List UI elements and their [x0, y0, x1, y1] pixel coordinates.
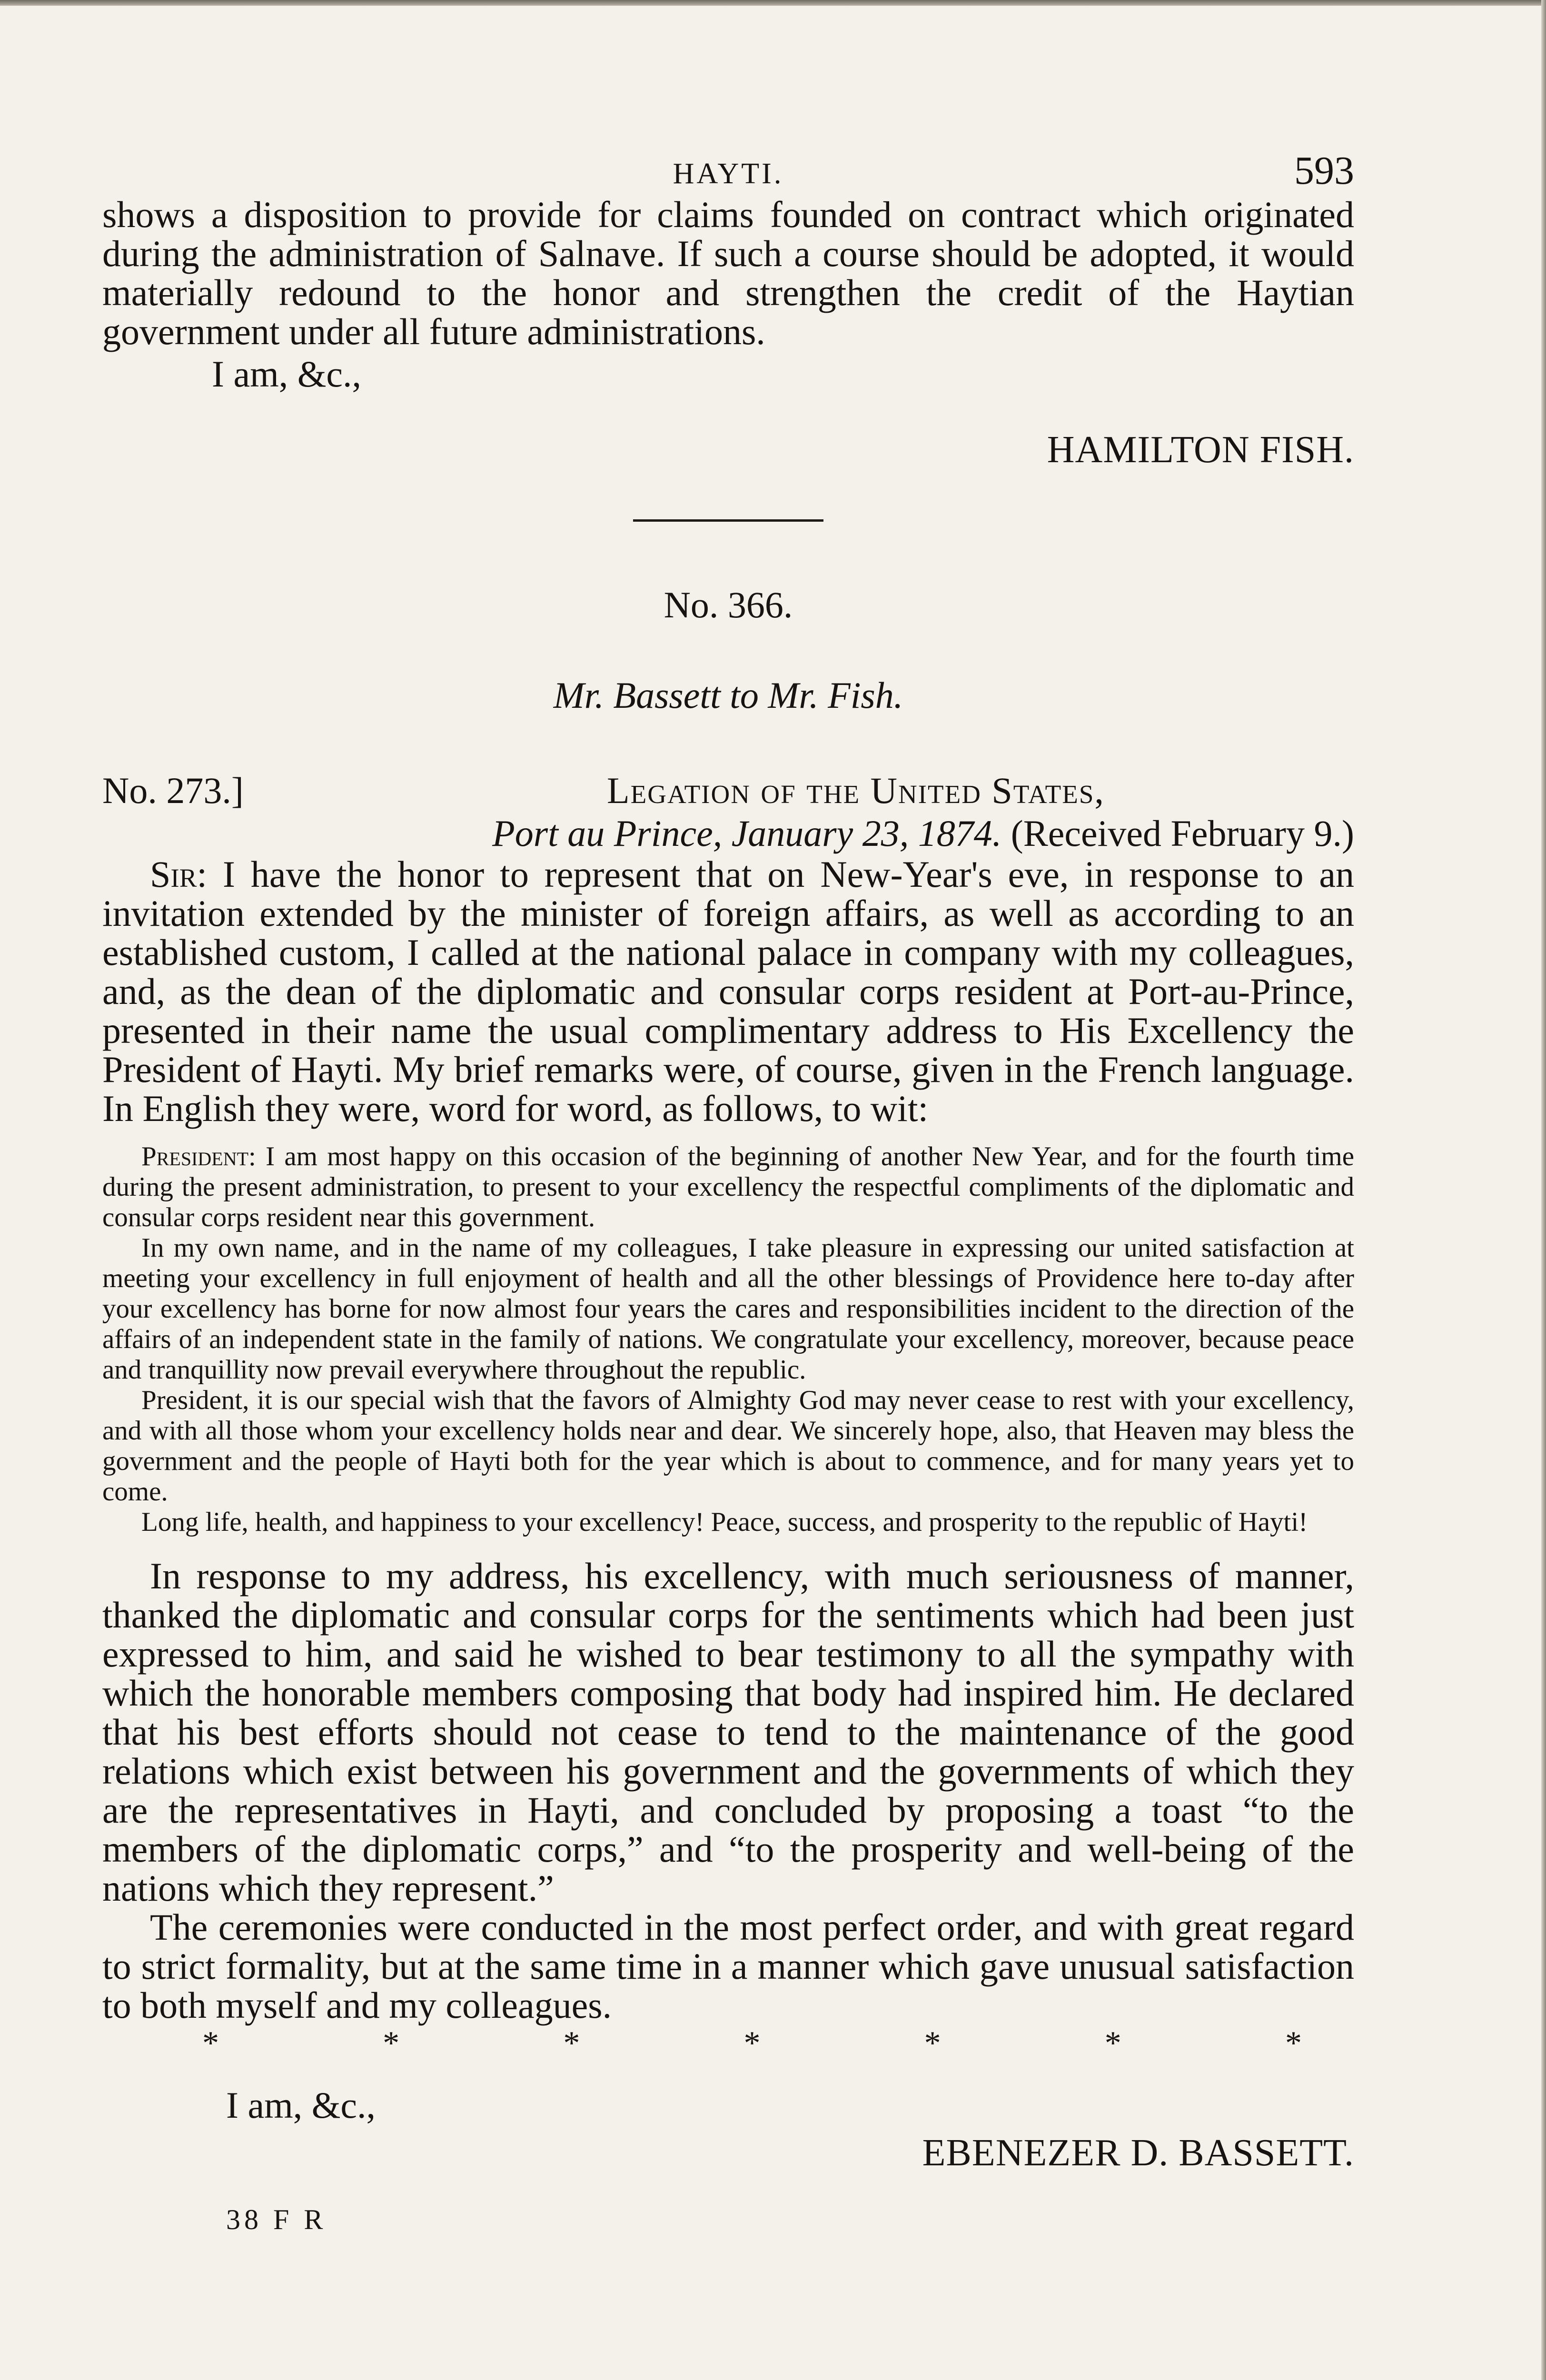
signature-fish: HAMILTON FISH. — [1047, 429, 1354, 471]
omission-star: * — [383, 2025, 400, 2062]
section-divider — [633, 519, 823, 522]
place-date: Port au Prince, January 23, 1874. — [492, 813, 1002, 854]
address-paragraph-4: Long life, health, and happiness to your excellency! Peace, success, and prosperity to the republic of Hayti! — [141, 1507, 1308, 1537]
address-text-1: : I am most happy on this occasion of the beginning of another New Year, and for the fourth time during the present administration, to present to your excellency the respectful compliments of the diplomatic and consular corps resident near this government. — [102, 1141, 1354, 1232]
continuation-paragraph: shows a disposition to provide for claims founded on contract which originated during the administration of Salnave. If such a course should be adopted, it would materially redound to the honor and strengthen the credit of the Haytian government under all future administrations. — [102, 194, 1354, 352]
page-top-edge — [0, 0, 1546, 6]
omission-star: * — [924, 2025, 941, 2062]
page-number: 593 — [1294, 149, 1354, 193]
signature-bassett: EBENEZER D. BASSETT. — [922, 2132, 1354, 2174]
address-paragraph-1 — [102, 1141, 1354, 1233]
omission-stars — [102, 2027, 1354, 2060]
opening-paragraph — [102, 855, 1354, 1128]
omission-star: * — [1285, 2025, 1302, 2062]
closing-bassett: I am, &c., — [226, 2084, 376, 2126]
page-right-edge — [1541, 0, 1546, 2380]
omission-star: * — [1104, 2025, 1121, 2062]
dispatch-number: No. 273.] — [102, 770, 244, 811]
page-header — [102, 143, 1354, 195]
omission-star: * — [743, 2025, 761, 2062]
document-number: No. 366. — [664, 584, 793, 625]
document-title: Mr. Bassett to Mr. Fish. — [553, 674, 903, 716]
address-salutation: President — [141, 1141, 249, 1171]
received-date: (Received February 9.) — [1011, 813, 1354, 854]
address-paragraph-3: President, it is our special wish that the favors of Almighty God may never cease to rest with your excellency, and with all those whom your excellency holds near and dear. We sincerely hope, also, that Heaven may bless the government and the people of Hayti both for the year which is about to commence, and for many years yet to come. — [102, 1385, 1354, 1507]
date-line — [102, 812, 1354, 855]
omission-star: * — [202, 2025, 219, 2062]
running-head: HAYTI. — [673, 158, 784, 190]
opening-text: : I have the honor to represent that on New-Year's eve, in response to an invitation extended by the minister of foreign affairs, as well as according to an established custom, I called at the national palace in company with my colleagues, and, as the dean of the diplomatic and consular corps resident at Port-au-Prince, presented in their name the usual complimentary address to His Excellency the President of Hayti. My brief remarks were, of course, given in the French language. In English they were, word for word, as follows, to wit: — [102, 853, 1354, 1129]
address-paragraph-2: In my own name, and in the name of my colleagues, I take pleasure in expressing our united satisfaction at meeting your excellency in full enjoyment of health and all the other blessings of Providence here to-day after your excellency has borne for now almost four years the cares and responsibilities incident to the direction of the affairs of an independent state in the family of nations. We congratulate your excellency, moreover, because peace and tranquillity now prevail everywhere throughout the republic. — [102, 1233, 1354, 1385]
response-paragraph: In response to my address, his excellency, with much seriousness of manner, thanked the diplomatic and consular corps for the sentiments which had been just expressed to him, and said he wished to bear testimony to all the sympathy with which the honorable members composing that body had inspired him. He declared that his best efforts should not cease to tend to the maintenance of the good relations which exist between his government and the governments of which they are the representatives in Hayti, and concluded by proposing a toast “to the members of the diplomatic corps,” and “to the prosperity and well-being of the nations which they represent.” — [102, 1555, 1354, 1909]
address-quotation — [102, 1141, 1354, 1537]
printer-signature-mark: 38 F R — [226, 2204, 327, 2235]
salutation: Sir — [150, 853, 197, 895]
omission-star: * — [563, 2025, 580, 2062]
document-page — [102, 143, 1354, 2236]
closing-fish: I am, &c., — [212, 353, 362, 395]
dispatch-heading — [102, 769, 1354, 812]
legation-heading: Legation of the United States, — [607, 770, 1105, 811]
ceremony-paragraph: The ceremonies were conducted in the most perfect order, and with great regard to strict formality, but at the same time in a manner which gave unusual satisfaction to both myself and my colleagues. — [102, 1906, 1354, 2026]
